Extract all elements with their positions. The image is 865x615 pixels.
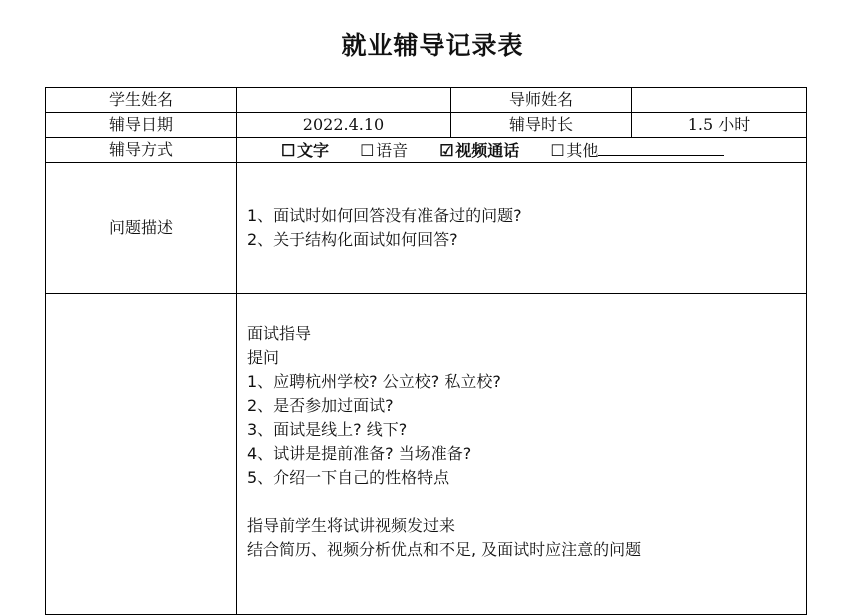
checkbox-empty-icon[interactable]: ☐	[360, 141, 375, 160]
method-option-label: 文字	[297, 141, 330, 160]
student-name-field[interactable]	[237, 88, 451, 113]
date-row	[46, 113, 807, 138]
problem-line: 2、关于结构化面试如何回答?	[247, 230, 458, 249]
question-line: 4、试讲是提前准备? 当场准备?	[247, 444, 472, 463]
guidance-heading: 面试指导	[247, 324, 312, 343]
other-blank-line[interactable]	[598, 140, 724, 156]
student-name-label: 学生姓名	[46, 88, 237, 113]
method-label: 辅导方式	[46, 138, 237, 163]
page-title: 就业辅导记录表	[341, 31, 524, 60]
method-option-other[interactable]	[550, 141, 724, 160]
checkbox-empty-icon[interactable]: ☐	[281, 141, 296, 160]
date-field[interactable]: 2022.4.10	[237, 113, 451, 138]
method-option-label: 视频通话	[455, 141, 520, 160]
date-label: 辅导日期	[46, 113, 237, 138]
name-row	[46, 88, 807, 113]
checkbox-empty-icon[interactable]: ☐	[550, 141, 565, 160]
guidance-row	[46, 294, 807, 615]
mentor-name-label: 导师姓名	[451, 88, 632, 113]
question-line: 1、应聘杭州学校? 公立校? 私立校?	[247, 372, 501, 391]
method-option-video[interactable]	[439, 141, 519, 160]
method-row	[46, 138, 807, 163]
note-line: 结合简历、视频分析优点和不足, 及面试时应注意的问题	[247, 540, 642, 559]
note-line: 指导前学生将试讲视频发过来	[247, 516, 456, 535]
method-option-label: 语音	[376, 141, 409, 160]
question-line: 2、是否参加过面试?	[247, 396, 394, 415]
problem-line: 1、面试时如何回答没有准备过的问题?	[247, 206, 522, 225]
method-option-label: 其他	[566, 141, 599, 160]
question-line: 3、面试是线上? 线下?	[247, 420, 408, 439]
problem-content	[237, 163, 807, 294]
method-option-voice[interactable]	[360, 141, 408, 160]
method-option-text[interactable]	[281, 141, 329, 160]
duration-label: 辅导时长	[451, 113, 632, 138]
mentor-name-field[interactable]	[632, 88, 807, 113]
checkbox-checked-icon[interactable]: ☑	[439, 141, 454, 160]
guidance-content	[237, 294, 807, 615]
question-line: 5、介绍一下自己的性格特点	[247, 468, 450, 487]
ask-label: 提问	[247, 348, 280, 367]
problem-label: 问题描述	[46, 163, 237, 294]
duration-field[interactable]: 1.5 小时	[632, 113, 807, 138]
guidance-label-cell	[46, 294, 237, 615]
record-table	[45, 87, 807, 615]
problem-row	[46, 163, 807, 294]
method-options	[237, 138, 807, 163]
